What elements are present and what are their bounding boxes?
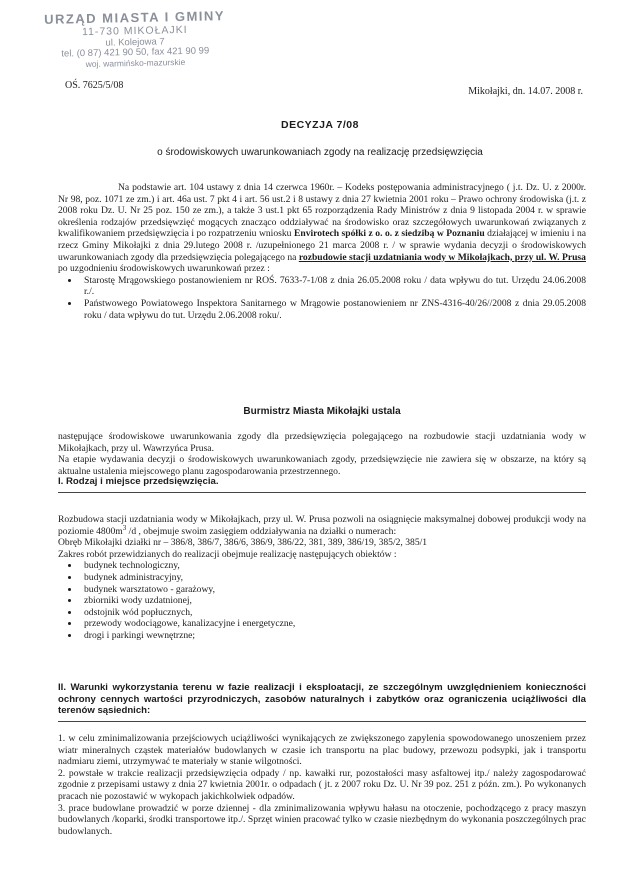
object-item: • budynek technologiczny, xyxy=(80,560,586,572)
intro-text-a: Na podstawie art. 104 ustawy z dnia 14 czerwca 1960r. – Kodeks postępowania administracyjnego ( j.t. Dz. U. z 2000r. Nr 98, poz. 1071 ze zm.) i art. 46a ust. 7 pkt 4 i art. 56 ust.2 i 8 ustawy z dnia 27 kwietnia 2001 roku – Prawo ochrony środowiska (j.t. z 2008 roku Dz. U. Nr 25 poz. 150 ze zm.), a także 3 ust.1 pkt 65 rozporządzenia Rady Ministrów z dnia 9 listopada 2004 r. w sprawie określenia rodzajów przedsięwzięć mogących znacząco oddziaływać na środowisko oraz szczegółowych uwarunkowań związanych z kwalifikowaniem przedsięwzięcia i po rozpatrzeniu wniosku xyxy=(58,182,586,240)
intro-block xyxy=(58,182,586,321)
agreement-list xyxy=(58,275,586,321)
place-date: Mikołajki, dn. 14.07. 2008 r. xyxy=(468,86,583,97)
object-item: • zbiorniki wody uzdatnionej, xyxy=(80,595,586,607)
stamp-line-street: ul. Kolejowa 7 xyxy=(105,36,165,49)
stamp-line-postcode: 11-730 MIKOŁAJKI xyxy=(81,23,188,39)
mayor-heading-block xyxy=(58,406,586,418)
capacity-text-b: /d , obejmuje swoim zasięgiem oddziaływania na działki o numerach: xyxy=(126,525,397,537)
office-stamp xyxy=(19,8,250,71)
condition-point: 1. w celu zminimalizowania przejściowych uciążliwości wynikających ze zwiększonego zapylenia spowodowanego unoszeniem przez wiatr mineralnych cząstek materiałów budowlanych w czasie ich transportu na plac budowy, przewozu podsypki, jak i transportu nadmiaru ziemi, utrzymywać te materiały w stanie wilgotności. xyxy=(58,733,586,768)
object-item: • drogi i parkingi wewnętrzne; xyxy=(80,630,586,642)
capacity-text-a: Rozbudowa stacji uzdatniania wody w Mikołajkach, przy ul. W. Prusa pozwoli na osiągnięcie maksymalnej dobowej produkcji wody na poziomie 4800m xyxy=(58,514,586,537)
document-title: DECYZJA 7/08 xyxy=(281,119,359,131)
object-item: • przewody wodociągowe, kanalizacyjne i energetyczne, xyxy=(80,618,586,630)
object-item: • budynek warsztatowo - garażowy, xyxy=(80,584,586,596)
section-1-body xyxy=(58,514,586,642)
determination-paragraph: następujące środowiskowe uwarunkowania zgody dla przedsięwzięcia polegającego na rozbudowie stacji uzdatniania wody w Mikołajkach, przy ul. Wawrzyńca Prusa. xyxy=(58,431,586,454)
object-item: • budynek administracyjny, xyxy=(80,572,586,584)
condition-point: 3. prace budowlane prowadzić w porze dziennej - dla zminimalizowania wpływu hałasu na otoczenie, pochodzącego z pracy maszyn budowlanych /koparki, środki transportowe itp./. Sprzęt winien pracować tylko w czasie niezbędnym do wykonania poszczególnych prac budowlanych. xyxy=(58,802,586,837)
stamp-line-region: woj. warmińsko-mazurskie xyxy=(85,56,186,70)
determination-paragraph: Na etapie wydawania decyzji o środowiskowych uwarunkowaniach zgody, przedsięwzięcie nie zawiera się w obszarze, na który są aktualne ustalenia miejscowego planu zagospodarowania przestrzennego. xyxy=(58,454,586,477)
intro-paragraph xyxy=(58,182,586,263)
section-divider xyxy=(58,492,586,493)
object-item: • odstojnik wód popłucznych, xyxy=(80,607,586,619)
section-divider xyxy=(58,721,586,722)
applicant-name: Envirotech spółki z o. o. z siedzibą w Poznaniu xyxy=(293,228,485,240)
stamp-line-office: URZĄD MIASTA I GMINY xyxy=(43,8,226,27)
section-1 xyxy=(58,476,586,493)
document-subtitle: o środowiskowych uwarunkowaniach zgody na realizację przedsięwzięcia xyxy=(157,147,483,158)
intro-text-b: działającej w imieniu i na rzecz Gminy Mikołajki z dnia 29.lutego 2008 r. /uzupełnionego 21 marca 2008 r. / w sprawie wydania decyzji o środowiskowych uwarunkowaniach zgody dla przedsięwzięcia polegającego na xyxy=(58,228,587,263)
agreement-item: • Starostę Mrągowskiego postanowieniem nr ROŚ. 7633-7-1/08 z dnia 26.05.2008 roku / data wpływu do tut. Urzędu 24.06.2008 r./. xyxy=(80,275,586,298)
reference-number: OŚ. 7625/5/08 xyxy=(65,80,124,91)
determination-block xyxy=(58,431,586,477)
section-2 xyxy=(58,682,586,722)
agreement-item: • Państwowego Powiatowego Inspektora Sanitarnego w Mrągowie postanowieniem nr ZNS-4316-40/26//2008 z dnia 29.05.2008 roku / data wpływu do tut. Urzędu 2.06.2008 roku/. xyxy=(80,298,586,321)
condition-point: 2. powstałe w trakcie realizacji przedsięwzięcia odpady / np. kawałki rur, pozostałości masy asfaltowej itp./ należy zagospodarować zgodnie z przepisami ustawy z dnia 27 kwietnia 2001r. o odpadach ( jt. z 2007 roku Dz. U. Nr 39 poz. 251 z późn. zm.). Po wykonanych pracach nie pozostawić w wykopach jakichkolwiek odpadów. xyxy=(58,767,586,802)
objects-list xyxy=(58,560,586,641)
capacity-paragraph xyxy=(58,514,586,537)
project-name: rozbudowie stacji uzdatniania wody w Mikołajkach, przy ul. W. Prusa xyxy=(298,251,586,263)
capacity-unit-superscript: 3 xyxy=(122,523,127,532)
stamp-line-phone: tel. (0 87) 421 90 50, fax 421 90 99 xyxy=(61,45,210,60)
agreement-lead: po uzgodnieniu środowiskowych uwarunkowań przez : xyxy=(58,263,270,275)
section-1-heading: I. Rodzaj i miejsce przedsięwzięcia. xyxy=(58,476,219,487)
section-2-heading: II. Warunki wykorzystania terenu w fazie realizacji i eksploatacji, ze szczególnym uwzględnieniem konieczności ochrony cennych wartości przyrodniczych, zasobów naturalnych i zabytków oraz ograniczenia uciążliwości dla terenów sąsiednich: xyxy=(58,682,586,717)
section-2-body xyxy=(58,733,586,837)
mayor-heading: Burmistrz Miasta Mikołajki ustala xyxy=(243,406,401,417)
scope-line: Zakres robót przewidzianych do realizacji obejmuje realizację następujących obiektów : xyxy=(58,548,397,560)
plots-line: Obręb Mikołajki działki nr – 386/8, 386/7, 386/6, 386/9, 386/22, 381, 389, 386/19, 385/2, 385/1 xyxy=(58,537,428,549)
